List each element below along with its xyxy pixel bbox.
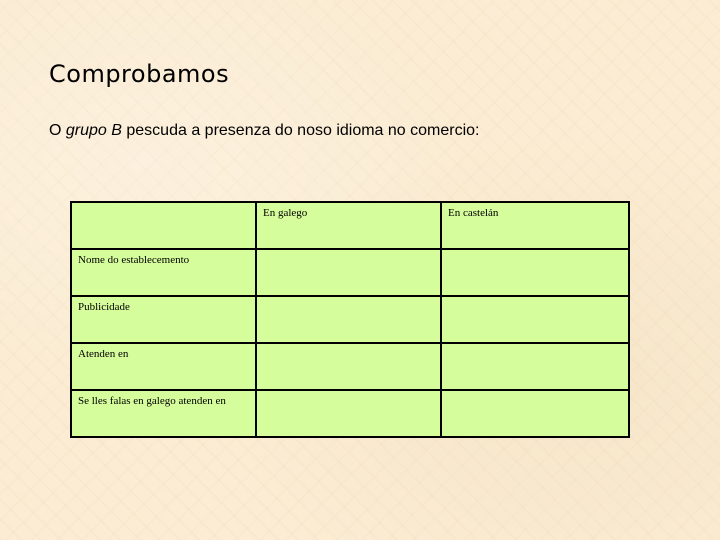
cell-castelan[interactable] — [441, 390, 629, 437]
header-galego: En galego — [256, 202, 441, 249]
table-header-row — [71, 202, 629, 249]
cell-galego[interactable] — [256, 390, 441, 437]
cell-castelan[interactable] — [441, 343, 629, 390]
table-row — [71, 296, 629, 343]
cell-castelan[interactable] — [441, 249, 629, 296]
header-empty-cell — [71, 202, 256, 249]
intro-text — [49, 121, 479, 141]
header-castelan: En castelán — [441, 202, 629, 249]
intro-after: pescuda a presenza do noso idioma no comercio: — [121, 122, 480, 139]
row-label: Se lles falas en galego atenden en — [71, 390, 256, 437]
table-row — [71, 390, 629, 437]
slide-title: Comprobamos — [49, 60, 230, 88]
row-label: Publicidade — [71, 296, 256, 343]
intro-before: O — [49, 122, 66, 139]
cell-galego[interactable] — [256, 249, 441, 296]
table-row — [71, 343, 629, 390]
table-row — [71, 249, 629, 296]
cell-castelan[interactable] — [441, 296, 629, 343]
cell-galego[interactable] — [256, 343, 441, 390]
row-label: Atenden en — [71, 343, 256, 390]
survey-table — [70, 201, 630, 438]
intro-group-name: grupo B — [65, 122, 122, 139]
cell-galego[interactable] — [256, 296, 441, 343]
row-label: Nome do establecemento — [71, 249, 256, 296]
